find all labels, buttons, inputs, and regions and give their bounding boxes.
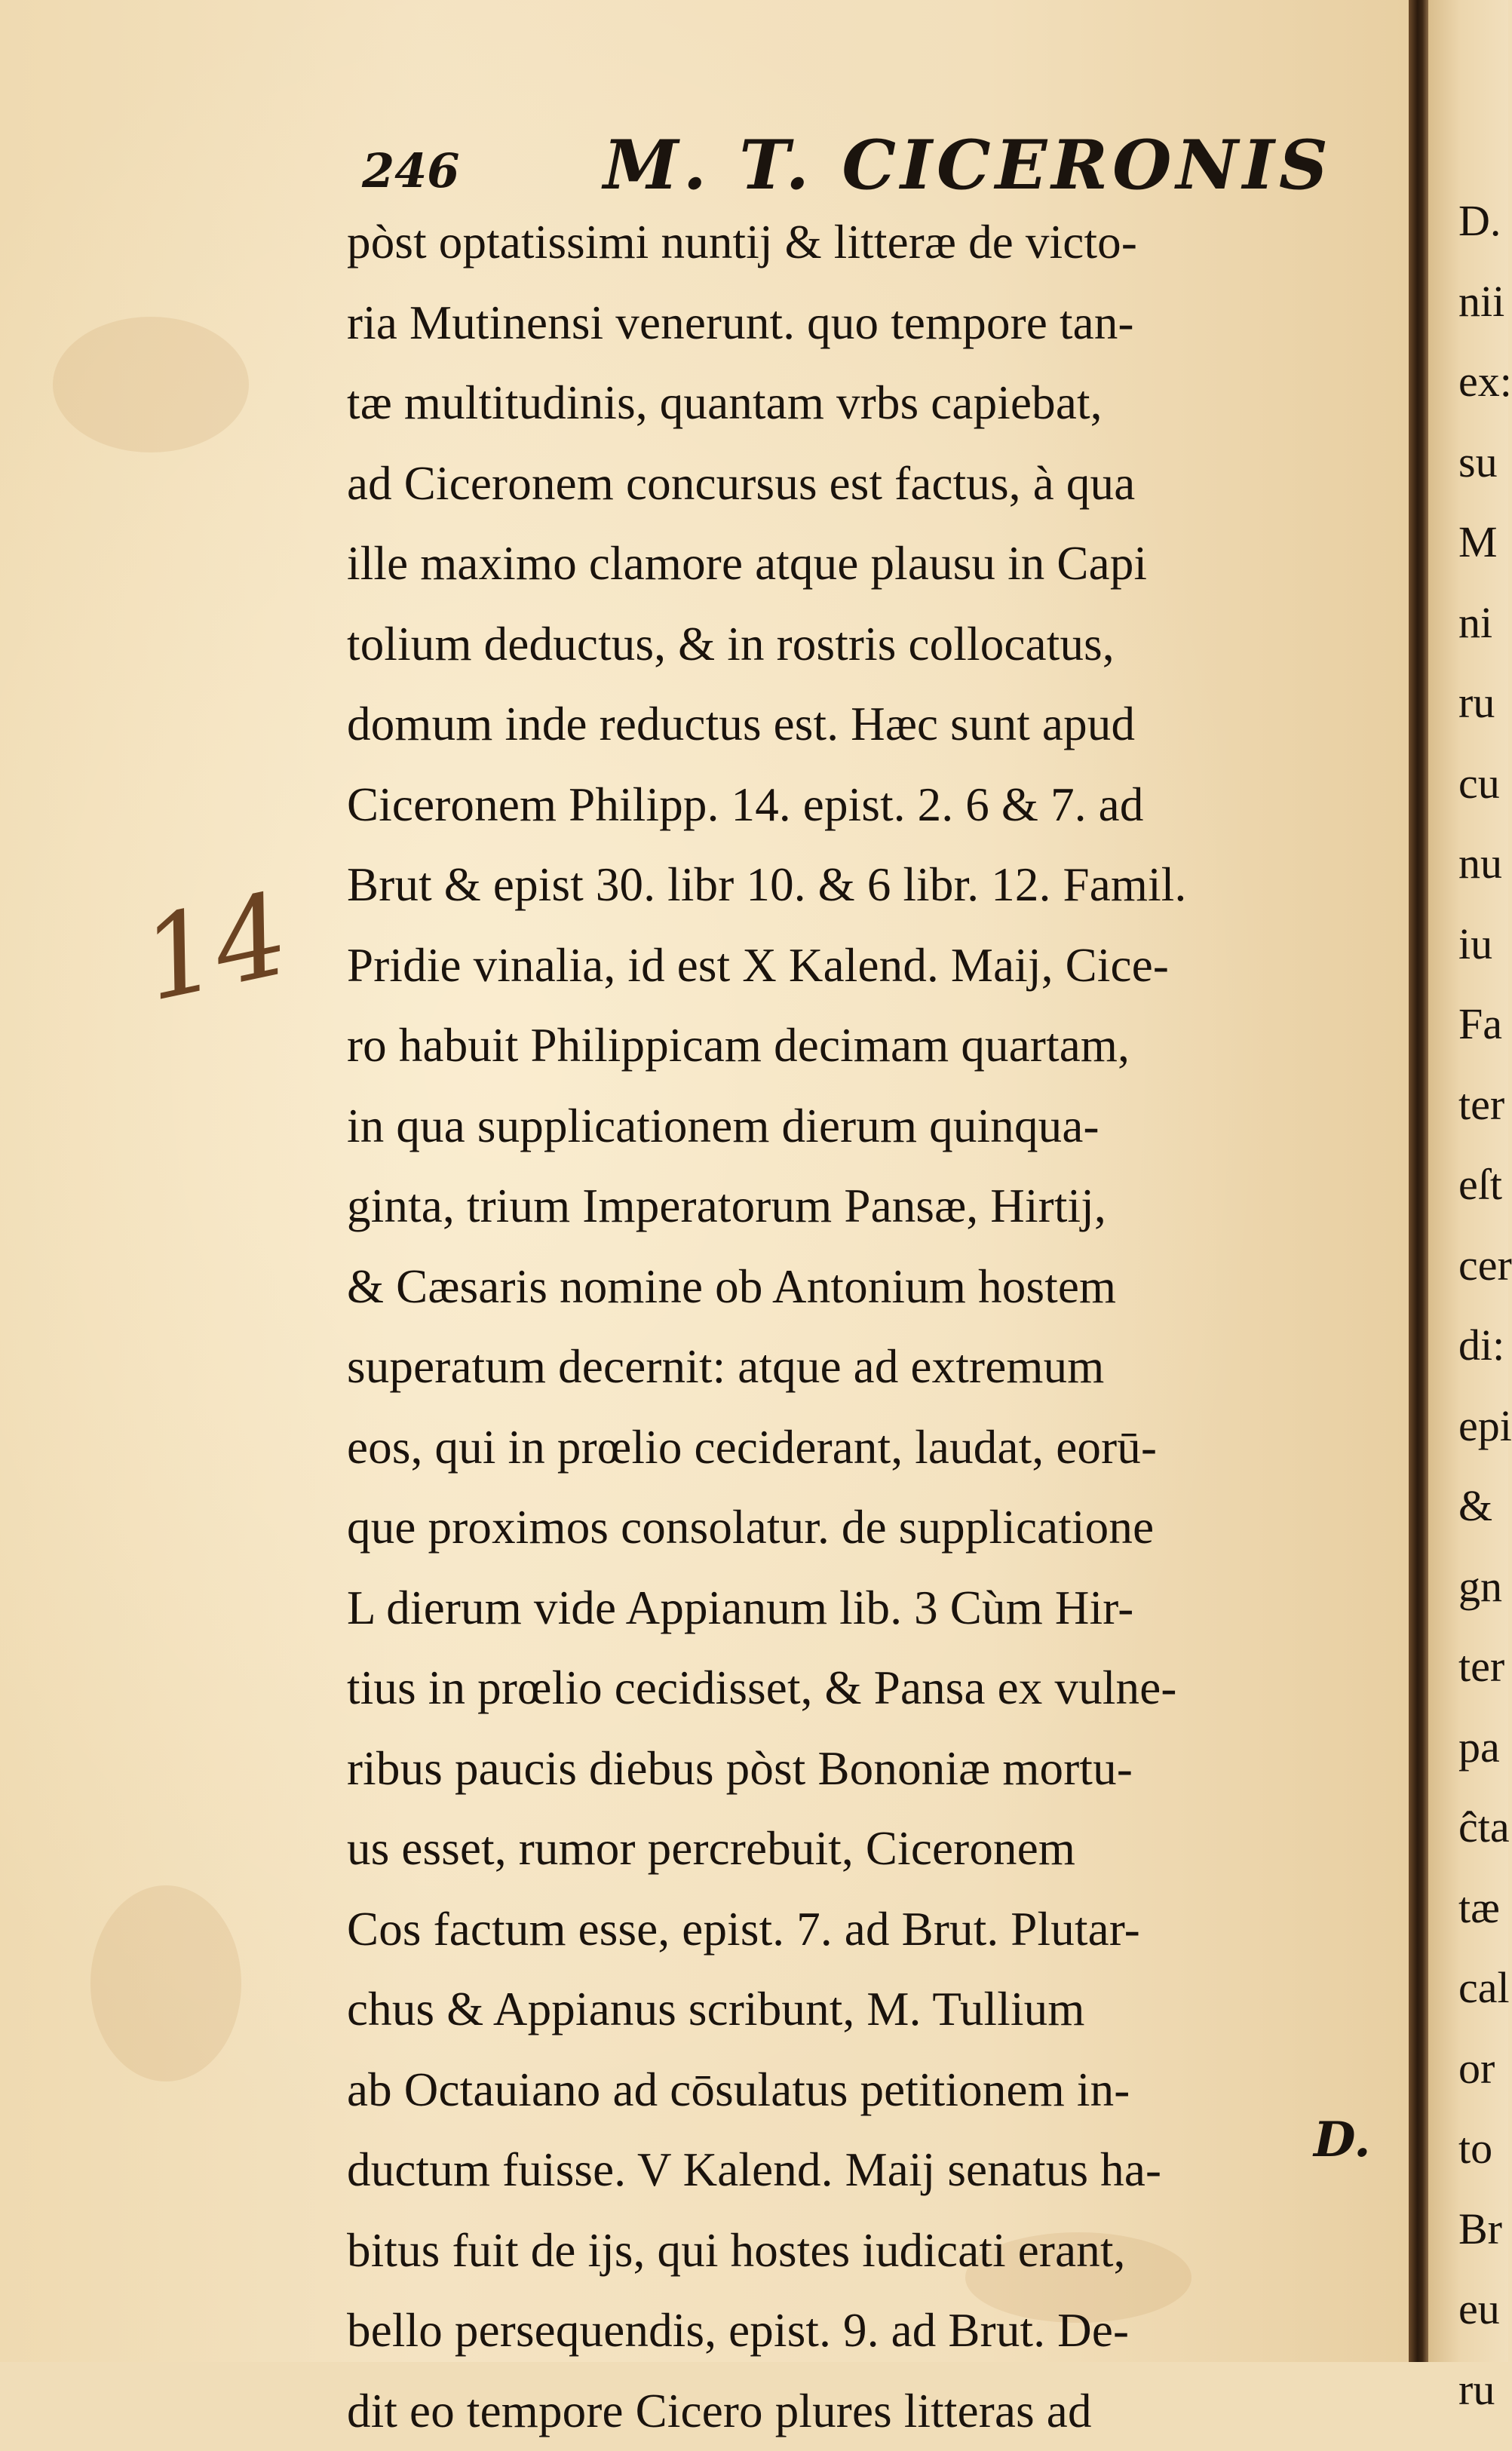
facing-line: eſt xyxy=(1458,1145,1512,1226)
text-line: tolium deductus, & in rostris collocatus, xyxy=(347,604,1395,685)
text-line: dit eo tempore Cicero plures litteras ad xyxy=(347,2371,1395,2451)
facing-line: su xyxy=(1458,422,1512,503)
facing-line: D. xyxy=(1458,181,1512,262)
text-line: Pridie vinalia, id est X Kalend. Maij, Cice- xyxy=(347,925,1395,1006)
body-text xyxy=(347,202,1395,2451)
text-line: chus & Appianus scribunt, M. Tullium xyxy=(347,1969,1395,2050)
facing-line: Br xyxy=(1458,2189,1512,2270)
text-line: que proximos consolatur. de supplicatione xyxy=(347,1487,1395,1568)
facing-line: Fa xyxy=(1458,984,1512,1065)
running-head xyxy=(362,121,1388,211)
text-line: bello persequendis, epist. 9. ad Brut. De- xyxy=(347,2290,1395,2371)
facing-line: gn xyxy=(1458,1547,1512,1627)
text-line: ria Mutinensi venerunt. quo tempore tan- xyxy=(347,283,1395,364)
text-line: domum inde reductus est. Hæc sunt apud xyxy=(347,684,1395,765)
text-line: ad Ciceronem concursus est factus, à qua xyxy=(347,443,1395,524)
text-line: tæ multitudinis, quantam vrbs capiebat, xyxy=(347,363,1395,443)
facing-line: ru xyxy=(1458,2350,1512,2431)
facing-line: nii xyxy=(1458,262,1512,342)
text-line: ductum fuisse. V Kalend. Maij senatus ha- xyxy=(347,2130,1395,2210)
text-line: eos, qui in prœlio ceciderant, laudat, eorū- xyxy=(347,1407,1395,1488)
facing-line: to xyxy=(1458,2109,1512,2189)
book-gutter xyxy=(1409,0,1428,2362)
facing-line: tæ xyxy=(1458,1868,1512,1949)
text-line: ab Octauiano ad cōsulatus petitionem in- xyxy=(347,2050,1395,2130)
text-line: L dierum vide Appianum lib. 3 Cùm Hir- xyxy=(347,1568,1395,1649)
facing-line: nu xyxy=(1458,824,1512,904)
text-line: ribus paucis diebus pòst Bononiæ mortu- xyxy=(347,1729,1395,1809)
running-title: M. T. CICERONIS xyxy=(603,125,1333,205)
catchword: D. xyxy=(1314,2112,1371,2168)
text-line: bitus fuit de ijs, qui hostes iudicati erant, xyxy=(347,2210,1395,2291)
facing-line: or xyxy=(1458,2029,1512,2109)
facing-line: & xyxy=(1458,1466,1512,1547)
facing-line: iu xyxy=(1458,904,1512,985)
facing-line: di: xyxy=(1458,1305,1512,1386)
text-line: ro habuit Philippicam decimam quartam, xyxy=(347,1005,1395,1086)
text-line: in qua supplicationem dierum quinqua- xyxy=(347,1086,1395,1167)
text-line: tius in prœlio cecidisset, & Pansa ex vulne- xyxy=(347,1648,1395,1729)
text-line: & Cæsaris nomine ob Antonium hostem xyxy=(347,1247,1395,1327)
text-line: ginta, trium Imperatorum Pansæ, Hirtij, xyxy=(347,1166,1395,1247)
facing-line: ni xyxy=(1458,583,1512,664)
text-line: ille maximo clamore atque plausu in Capi xyxy=(347,523,1395,604)
paper-stain xyxy=(90,1885,241,2081)
text-line: Cos factum esse, epist. 7. ad Brut. Plutar- xyxy=(347,1889,1395,1970)
facing-line: cer xyxy=(1458,1226,1512,1306)
text-line: us esset, rumor percrebuit, Ciceronem xyxy=(347,1808,1395,1889)
text-line: Brut & epist 30. libr 10. & 6 libr. 12. Famil. xyxy=(347,845,1395,925)
text-line: Ciceronem Philipp. 14. epist. 2. 6 & 7. ad xyxy=(347,765,1395,845)
handwritten-margin-note: 14 xyxy=(131,869,299,1027)
page-number: 246 xyxy=(362,143,459,198)
facing-line: ĉta xyxy=(1458,1787,1512,1868)
text-line: pòst optatissimi nuntij & litteræ de victo- xyxy=(347,202,1395,283)
facing-line: ter xyxy=(1458,1627,1512,1707)
facing-line: ru xyxy=(1458,663,1512,744)
facing-line: ex: xyxy=(1458,342,1512,422)
facing-line: cal xyxy=(1458,1948,1512,2029)
facing-line: eu xyxy=(1458,2269,1512,2350)
paper-stain xyxy=(53,317,249,452)
facing-line: pa xyxy=(1458,1707,1512,1788)
facing-line: epi xyxy=(1458,1386,1512,1467)
facing-page-edge xyxy=(1428,0,1508,2362)
facing-line: ter xyxy=(1458,1065,1512,1146)
facing-line: M xyxy=(1458,502,1512,583)
facing-line: cu xyxy=(1458,744,1512,824)
text-line: superatum decernit: atque ad extremum xyxy=(347,1327,1395,1407)
facing-page-text xyxy=(1458,181,1512,2430)
